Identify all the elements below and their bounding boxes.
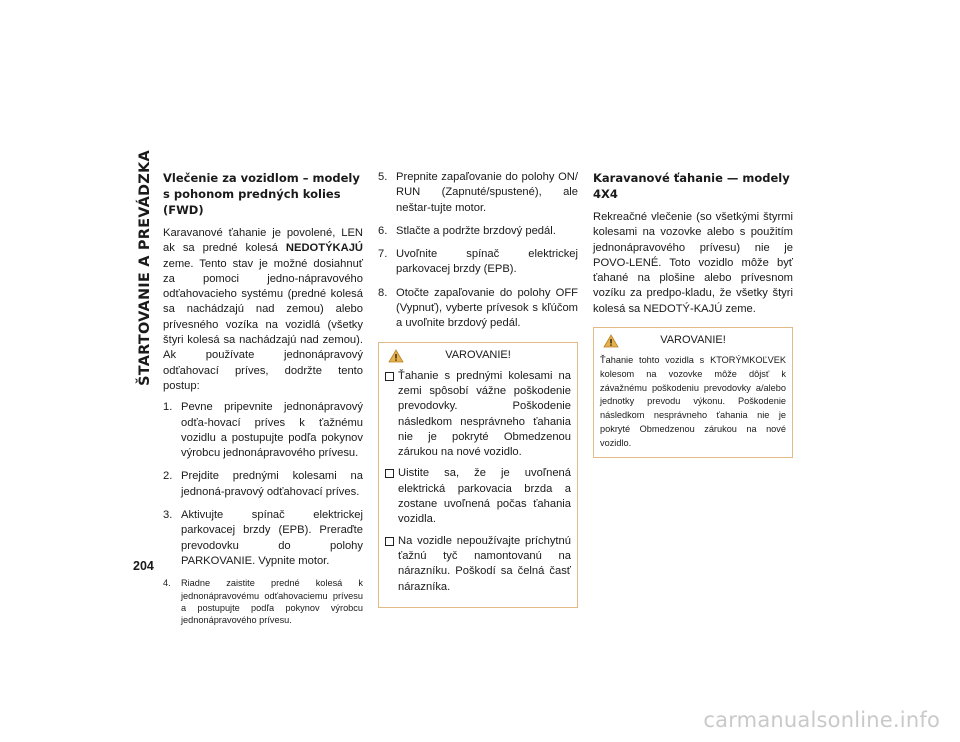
- warning-title: VAROVANIE!: [660, 334, 726, 347]
- page-number: 204: [133, 559, 154, 573]
- warning-title: VAROVANIE!: [445, 349, 511, 362]
- steps-list-2: [378, 170, 578, 332]
- checkbox-bullet-icon: [385, 537, 394, 546]
- warning-box-fwd: [378, 342, 578, 608]
- list-item: 8. Otočte zapaľovanie do polohy OFF (Vypnuť), vyberte prívesok s kľúčom a uvoľnite brzdový pedál.: [378, 286, 578, 330]
- steps-list-1: [163, 400, 363, 626]
- list-item: 1. Pevne pripevnite jednonápravový odťa-hovací príves k ťažnému vozidlu a postupujte podľa pokynov výrobcu jednonápravového prívesu.: [163, 401, 363, 460]
- intro-paragraph: Karavanové ťahanie je povolené, LEN ak sa predné kolesá NEDOTÝKAJÚ zeme. Tento stav je možné dosiahnuť za pomoci jedno-nápravového odťahovacieho systému (predné kolesá sa nachádzajú nad zemou) alebo prívesného vozíka na vozidlá (všetky štyri kolesá sa nachádzajú nad zemou). Ak používate jednonápravový odťahovací príves, dodržte tento postup:: [163, 227, 363, 392]
- chapter-side-tab: [134, 150, 156, 386]
- list-item: 6. Stlačte a podržte brzdový pedál.: [378, 224, 556, 237]
- watermark: carmanualsonline.info: [703, 708, 940, 732]
- list-item: 7. Uvoľnite spínač elektrickej parkovacej brzdy (EPB).: [378, 248, 578, 276]
- warning-header: [385, 343, 571, 369]
- checkbox-bullet-icon: [385, 372, 394, 381]
- list-item: 2. Prejdite prednými kolesami na jednoná-pravový odťahovací príves.: [163, 470, 363, 498]
- warning-header: [600, 328, 786, 354]
- section-heading-4x4: Karavanové ťahanie — modely 4X4: [593, 171, 790, 201]
- warning-item: Na vozidle nepoužívajte príchytnú ťažnú tyč namontovanú na nárazníku. Poškodí sa čelná časť nárazníka.: [385, 534, 571, 595]
- body-paragraph: Rekreačné vlečenie (so všetkými štyrmi kolesami na vozovke alebo s použitím jednonápravového prívesu) nie je POVO-LENÉ. Toto vozidlo môže byť ťahané na plošine alebo prívesnom vozíku za predpo-kladu, že všetky štyri kolesá sa NEDOTÝ-KAJÚ zeme.: [593, 211, 793, 315]
- list-item: 3. Aktivujte spínač elektrickej parkovacej brzdy (EPB). Preraďte prevodovku do polohy PARKOVANIE. Vypnite motor.: [163, 509, 363, 567]
- warning-text: Ťahanie tohto vozidla s KTORÝMKOĽVEK kolesom na vozovke môže dôjsť k závažnému poškodeniu prevodovky a/alebo jednotky prevodu výkonu. Poškodenie následkom nesprávneho ťahania nie je pokryté Obmedzenou zárukou na nové vozidlo.: [600, 355, 786, 448]
- warning-triangle-icon: [603, 334, 619, 348]
- warning-item: Uistite sa, že je uvoľnená elektrická parkovacia brzda a zostane uvoľnená počas ťahania vozidla.: [385, 466, 571, 527]
- chapter-title: ŠTARTOVANIE A PREVÁDZKA: [137, 150, 154, 386]
- section-heading-fwd: Vlečenie za vozidlom – modely s pohonom predných kolies (FWD): [163, 171, 360, 217]
- warning-triangle-icon: [388, 349, 404, 363]
- checkbox-bullet-icon: [385, 469, 394, 478]
- column-right: [593, 170, 793, 458]
- column-middle: [378, 170, 578, 608]
- column-left: [163, 170, 363, 634]
- warning-item: Ťahanie s prednými kolesami na zemi spôsobí vážne poškodenie prevodovky. Poškodenie následkom nesprávneho ťahania nie je pokryté Obmedzenou zárukou na nové vozidlo.: [385, 369, 571, 461]
- list-item: 4. Riadne zaistite predné kolesá k jednonápravovému odťahovaciemu prívesu a postupujte podľa pokynov výrobcu jednonápravového prívesu.: [163, 578, 363, 626]
- list-item: 5. Prepnite zapaľovanie do polohy ON/ RUN (Zapnuté/spustené), ale neštar-tujte motor.: [378, 171, 578, 214]
- warning-box-4x4: [593, 327, 793, 458]
- emphasis-text: NEDOTÝKAJÚ: [285, 242, 363, 255]
